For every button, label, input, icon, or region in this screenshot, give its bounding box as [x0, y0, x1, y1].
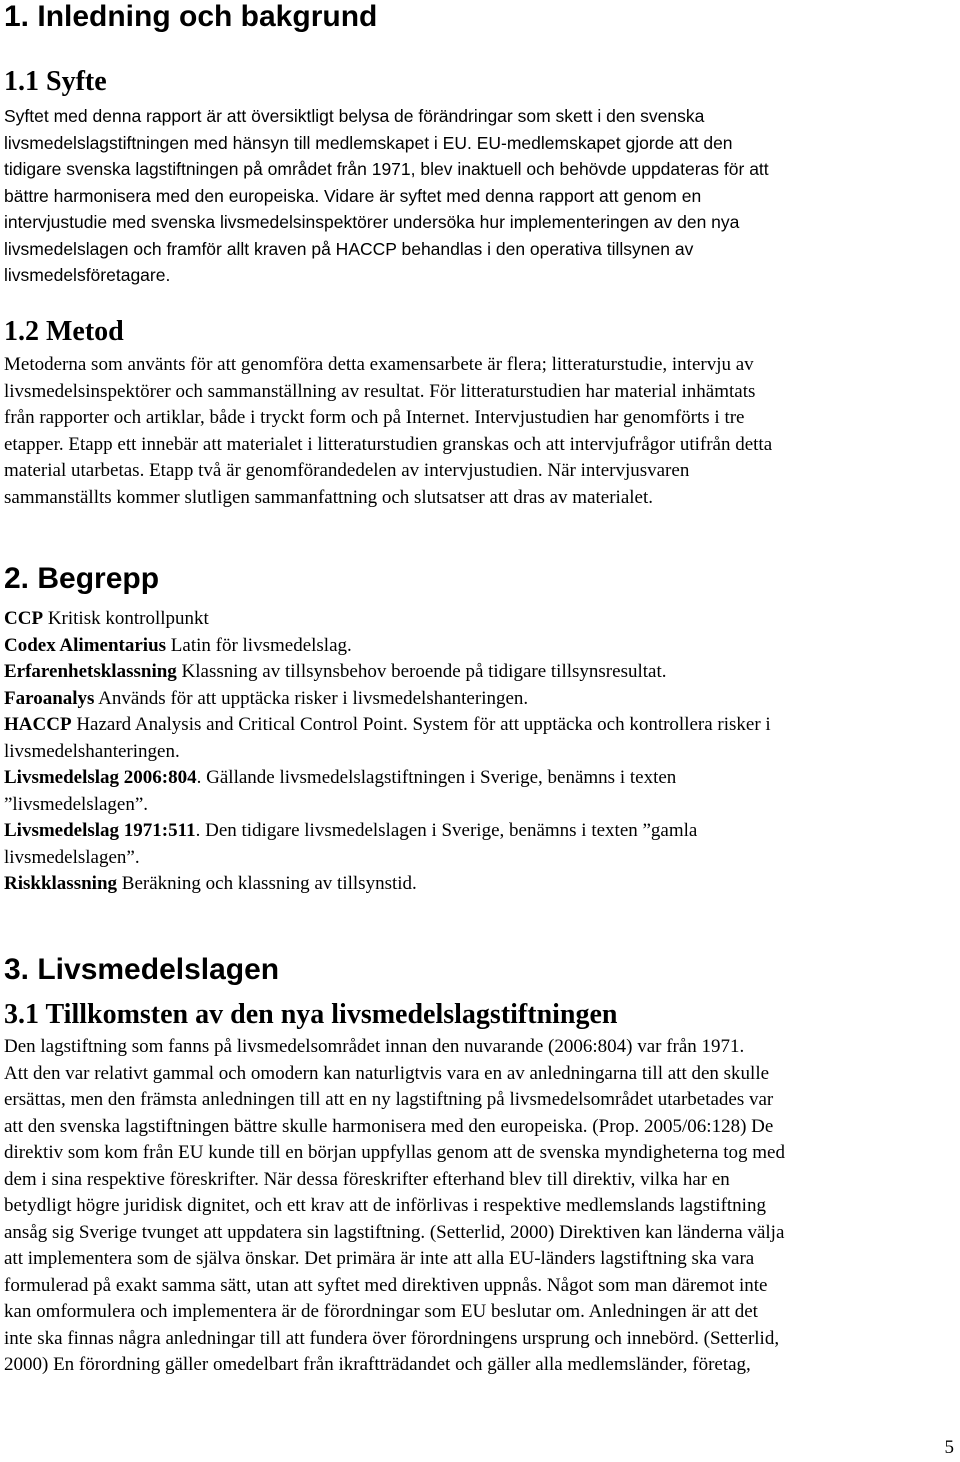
definition-term: HACCP [4, 714, 72, 735]
paragraph-line: att implementera som de själva önskar. Det primära är inte att alla EU-länders lagstiftning ska vara [4, 1248, 755, 1269]
paragraph-line: från rapporter och artiklar, både i tryckt form och på Internet. Intervjustudien har genomförts i tre [4, 407, 745, 428]
definition-term: CCP [4, 608, 44, 629]
section-3-heading: 3. Livsmedelslagen [4, 953, 280, 986]
definition-text: Används för att upptäcka risker i livsmedelshanteringen. [94, 687, 529, 709]
definition-text: Klassning av tillsynsbehov beroende på tidigare tillsynsresultat. [176, 661, 667, 682]
definition-text: . Den tidigare livsmedelslagen i Sverige, benämns i texten ”gamla [195, 820, 698, 841]
paragraph-line: material utarbetas. Etapp två är genomförandedelen av intervjustudien. När intervjusvaren [4, 460, 690, 481]
definition-term: Livsmedelslag 2006:804 [4, 767, 197, 788]
definition-continuation: ”livsmedelslagen”. [4, 793, 149, 815]
definition-continuation: livsmedelslagen”. [4, 846, 140, 868]
definition-entry [4, 686, 956, 713]
paragraph-line: livsmedelslagstiftningen med hänsyn till medlemskapet i EU. EU-medlemskapet gjorde att den [4, 132, 733, 153]
paragraph-line: bättre harmonisera med den europeiska. Vidare är syftet med denna rapport att genom en [4, 185, 702, 206]
paragraph-line: direktiv som kom från EU kunde till en början uppfyllas genom att de svenska myndigheterna tog med [4, 1142, 785, 1163]
definition-term: Erfarenhetsklassning [4, 661, 177, 682]
definition-entry [4, 659, 956, 686]
definition-term: Livsmedelslag 1971:511 [4, 820, 196, 841]
section-1-1-paragraph [4, 103, 956, 289]
paragraph-line: kan omformulera och implementera är de förordningar som EU beslutar om. Anledningen är att det [4, 1301, 758, 1322]
definitions-list [4, 606, 956, 898]
definition-text: . Gällande livsmedelslagstiftningen i Sverige, benämns i texten [196, 767, 677, 788]
definition-text: Hazard Analysis and Critical Control Point. System för att upptäcka och kontrollera risker i [71, 714, 771, 735]
section-1-2-paragraph [4, 352, 956, 511]
paragraph-line: inte ska finnas några anledningar till att fundera över förordningens ursprung och innebörd. (Setterlid, [4, 1327, 780, 1349]
definition-term: Codex Alimentarius [4, 634, 167, 656]
paragraph-line: livsmedelslagen och framför allt kraven på HACCP behandlas i den operativa tillsynen av [4, 238, 694, 259]
definition-text: Latin för livsmedelslag. [166, 634, 352, 656]
section-3-1-heading: 3.1 Tillkomsten av den nya livsmedelslagstiftningen [4, 999, 618, 1030]
paragraph-line: Den lagstiftning som fanns på livsmedelsområdet innan den nuvarande (2006:804) var från 1971. [4, 1036, 745, 1057]
paragraph-line: Metoderna som använts för att genomföra detta examensarbete är flera; litteraturstudie, intervju av [4, 354, 754, 375]
paragraph-line: formulerad på exakt samma sätt, utan att syftet med direktiven uppnås. Något som man däremot inte [4, 1274, 768, 1296]
definition-entry [4, 606, 956, 633]
definition-entry [4, 871, 956, 898]
page-number: 5 [944, 1437, 954, 1458]
definition-text: Beräkning och klassning av tillsynstid. [117, 873, 417, 894]
paragraph-line: etapper. Etapp ett innebär att materialet i litteraturstudien granskas och att intervjufrågor utifrån detta [4, 433, 773, 455]
definition-text: Kritisk kontrollpunkt [43, 608, 209, 629]
definition-term: Riskklassning [4, 873, 118, 894]
section-1-2-heading: 1.2 Metod [4, 316, 124, 347]
section-3-1-paragraph [4, 1034, 956, 1379]
definition-term: Faroanalys [4, 687, 95, 709]
paragraph-line: ersättas, men den främsta anledningen till att en ny lagstiftning på livsmedelsområdet utarbetades var [4, 1089, 774, 1110]
paragraph-line: betydligt högre juridisk dignitet, och ett krav att de införlivas i respektive medlemslands lagstiftning [4, 1195, 766, 1216]
paragraph-line: livsmedelsinspektörer och sammanställning av resultat. För litteraturstudien har material inhämtats [4, 380, 756, 402]
paragraph-line: intervjustudie med svenska livsmedelsinspektörer undersöka hur implementeringen av den nya [4, 212, 740, 232]
section-1-1-heading: 1.1 Syfte [4, 66, 107, 97]
paragraph-line: Syftet med denna rapport är att översiktligt belysa de förändringar som skett i den svenska [4, 106, 705, 126]
paragraph-line: dem i sina respektive föreskrifter. När dessa föreskrifter efterhand blev till direktiv, vilka har en [4, 1168, 730, 1190]
definition-entry [4, 633, 956, 660]
section-2-heading: 2. Begrepp [4, 562, 160, 595]
paragraph-line: livsmedelsföretagare. [4, 265, 171, 285]
paragraph-line: sammanställts kommer slutligen sammanfattning och slutsatser att dras av materialet. [4, 486, 654, 508]
section-1-heading: 1. Inledning och bakgrund [4, 0, 378, 33]
paragraph-line: Att den var relativt gammal och omodern kan naturligtvis vara en av anledningarna till att den skulle [4, 1062, 770, 1084]
definition-entry [4, 818, 956, 845]
paragraph-line: ansåg sig Sverige tvunget att uppdatera sin lagstiftning. (Setterlid, 2000) Direktiven kan länderna välja [4, 1221, 785, 1243]
paragraph-line: 2000) En förordning gäller omedelbart från ikraftträdandet och gäller alla medlemsländer, företag, [4, 1354, 751, 1375]
definition-continuation: livsmedelshanteringen. [4, 740, 180, 762]
definition-entry [4, 765, 956, 792]
definition-entry [4, 712, 956, 739]
paragraph-line: att den svenska lagstiftningen bättre skulle harmonisera med den europeiska. (Prop. 2005/06:128) De [4, 1115, 774, 1137]
paragraph-line: tidigare svenska lagstiftningen på området från 1971, blev inaktuell och behövde uppdateras för att [4, 159, 769, 179]
